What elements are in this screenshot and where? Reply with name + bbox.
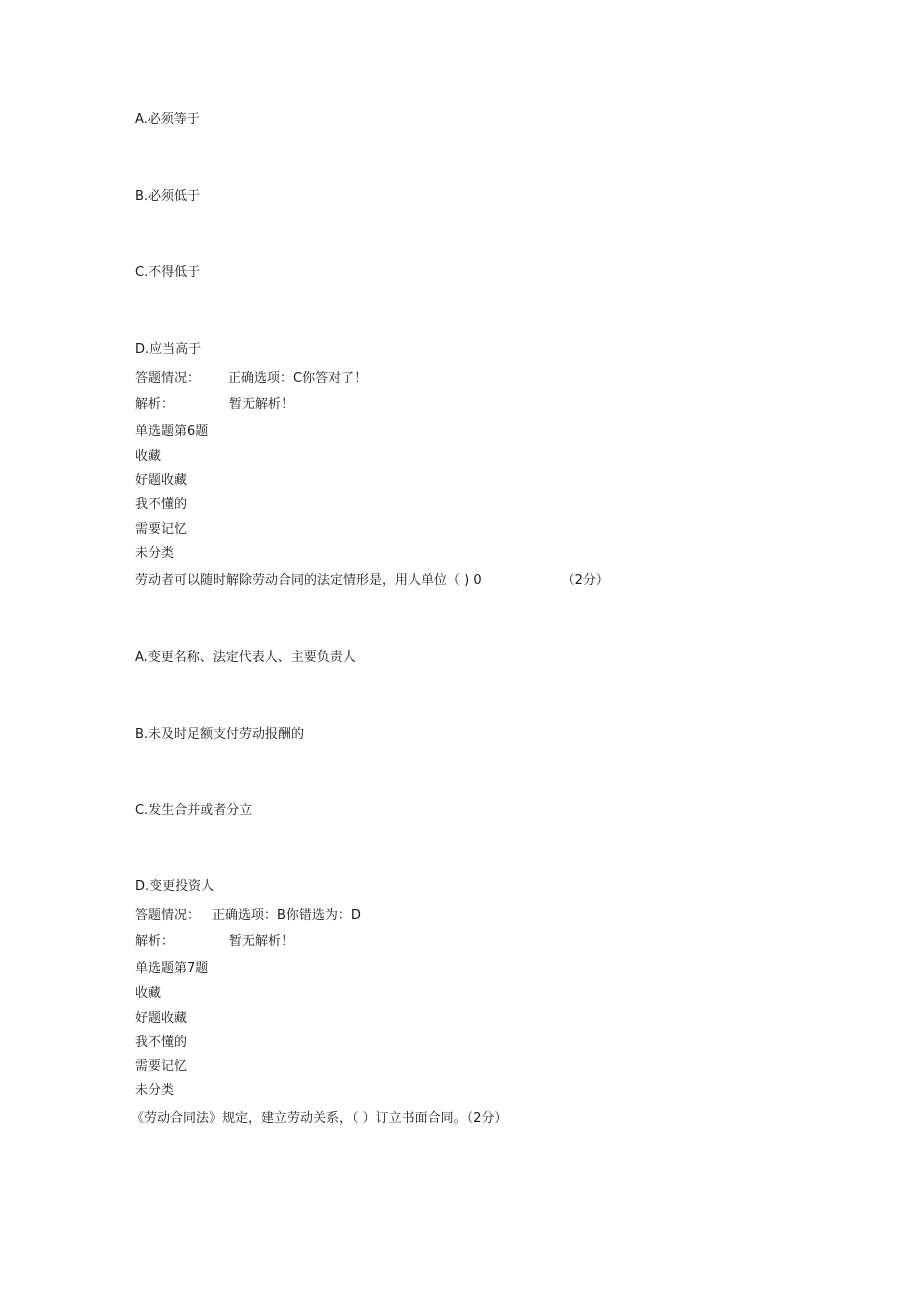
option-d[interactable]: D.应当高于 xyxy=(135,342,202,357)
option-a[interactable]: A.变更名称、法定代表人、主要负责人 xyxy=(135,650,356,665)
answer-label: 答题情况： xyxy=(135,908,201,923)
option-d[interactable]: D.变更投资人 xyxy=(135,879,215,894)
question-title: 单选题第6题 xyxy=(135,424,209,439)
question-body: 劳动者可以随时解除劳动合同的法定情形是，用人单位（ ) 0 xyxy=(135,573,482,588)
question-text xyxy=(135,572,609,590)
question-score: （2分） xyxy=(561,573,609,588)
tag-good-question[interactable]: 好题收藏 xyxy=(135,1011,188,1026)
tag-favorite[interactable]: 收藏 xyxy=(135,449,162,464)
tag-need-memorize[interactable]: 需要记忆 xyxy=(135,522,188,537)
answer-value: 正确选项：C你答对了！ xyxy=(228,371,368,386)
tag-good-question[interactable]: 好题收藏 xyxy=(135,473,188,488)
answer-value: 正确选项：B你错选为：D xyxy=(212,908,361,923)
question-text: 《劳动合同法》规定，建立劳动关系，（ ）订立书面合同。（2分） xyxy=(131,1111,508,1126)
tag-uncategorized[interactable]: 未分类 xyxy=(135,1083,175,1098)
tag-favorite[interactable]: 收藏 xyxy=(135,986,162,1001)
answer-status xyxy=(135,907,361,925)
tag-need-memorize[interactable]: 需要记忆 xyxy=(135,1059,188,1074)
tag-uncategorized[interactable]: 未分类 xyxy=(135,546,175,561)
option-c[interactable]: C.发生合并或者分立 xyxy=(135,803,253,818)
option-c[interactable]: C.不得低于 xyxy=(135,265,201,280)
analysis-label: 解析： xyxy=(135,934,175,949)
answer-label: 答题情况： xyxy=(135,371,201,386)
analysis-label: 解析： xyxy=(135,397,175,412)
answer-status xyxy=(135,370,367,388)
tag-dont-understand[interactable]: 我不懂的 xyxy=(135,1035,188,1050)
analysis-value: 暂无解析！ xyxy=(229,934,295,949)
tag-dont-understand[interactable]: 我不懂的 xyxy=(135,497,188,512)
analysis-value: 暂无解析！ xyxy=(229,397,295,412)
analysis xyxy=(135,933,294,951)
option-b[interactable]: B.未及时足额支付劳动报酬的 xyxy=(135,727,305,742)
question-title: 单选题第7题 xyxy=(135,961,209,976)
analysis xyxy=(135,396,294,414)
option-a[interactable]: A.必须等于 xyxy=(135,112,200,127)
option-b[interactable]: B.必须低于 xyxy=(135,189,201,204)
